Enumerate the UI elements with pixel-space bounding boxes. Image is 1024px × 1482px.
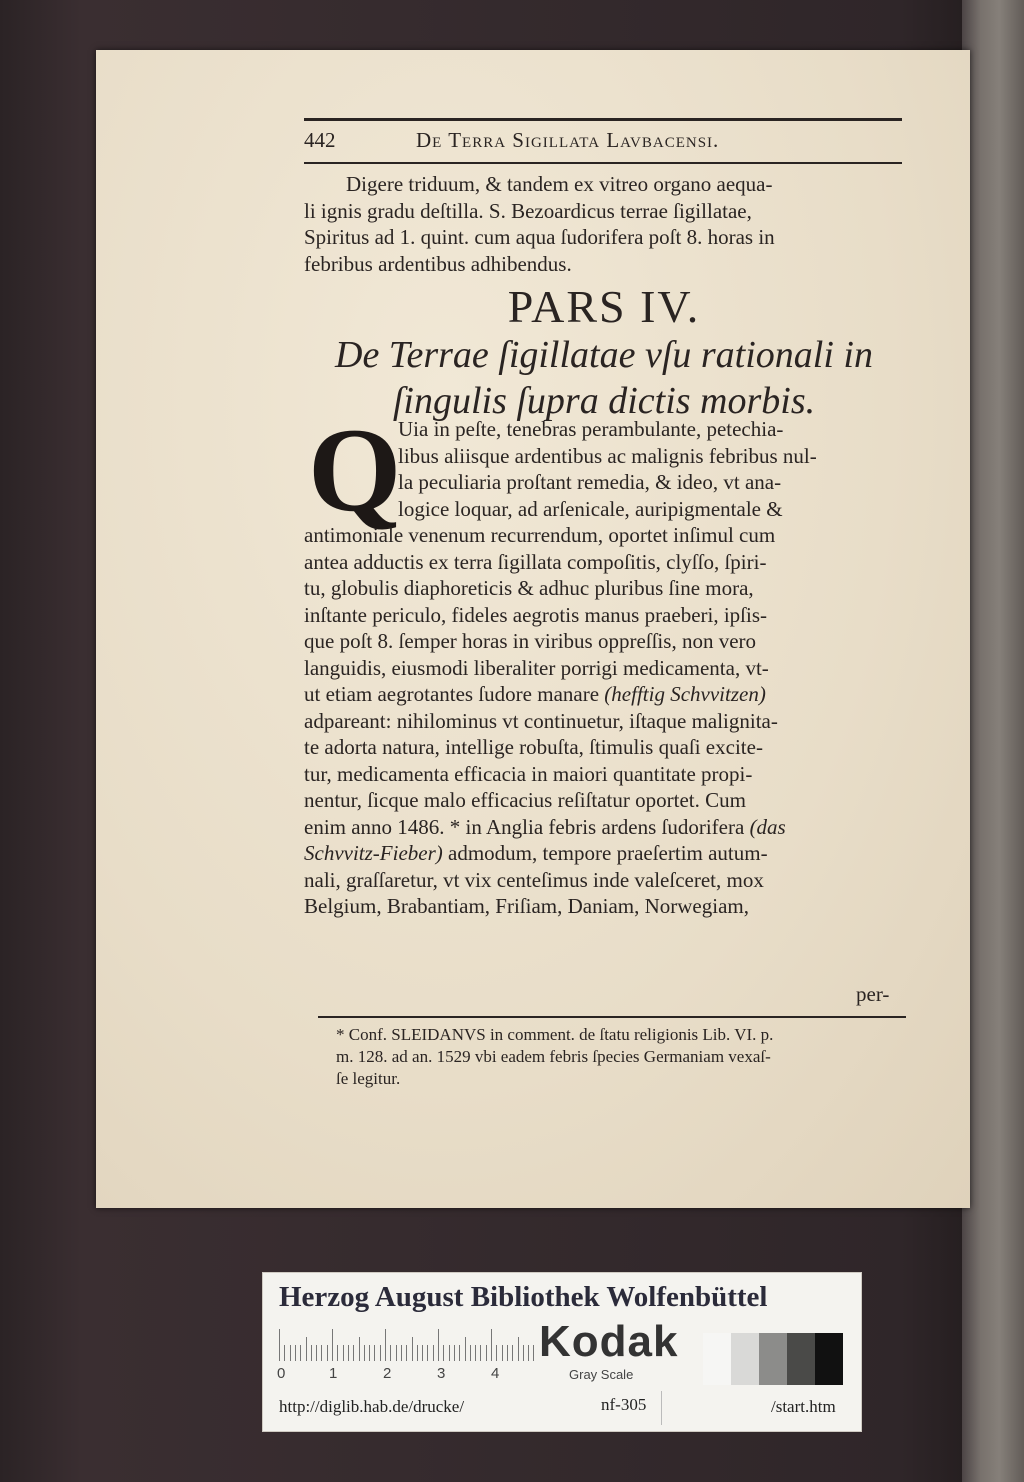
gray-patch [787, 1333, 815, 1385]
ruler-tick [475, 1345, 476, 1361]
gray-patches [703, 1333, 843, 1385]
ruler-tick [343, 1345, 344, 1361]
gray-patch [759, 1333, 787, 1385]
text-line: Digere triduum, & tandem ex vitreo organo aequa- [346, 172, 773, 196]
library-name: Herzog August Bibliothek Wolfenbüttel [279, 1281, 768, 1313]
subtitle-line: ſingulis ſupra dictis morbis. [392, 380, 816, 422]
ruler-tick [443, 1345, 444, 1361]
ruler-tick [401, 1345, 402, 1361]
ruler-number: 1 [329, 1365, 338, 1382]
ruler-tick [306, 1337, 307, 1361]
footnote-line: ſe legitur. [336, 1069, 401, 1088]
ruler-tick [348, 1345, 349, 1361]
text-line: nali, graſſaretur, vt vix centeſimus inde valeſceret, mox [304, 867, 764, 892]
ruler-tick [364, 1345, 365, 1361]
text-line: tu, globulis diaphoreticis & adhuc pluribus ſine mora, [304, 576, 754, 600]
ruler-tick [369, 1345, 370, 1361]
drop-cap: Q [308, 403, 402, 536]
italic-gloss: (hefftig Schvvitzen) [604, 682, 766, 706]
page-header [304, 124, 902, 156]
footnote [336, 1024, 908, 1090]
ruler-tick [523, 1345, 524, 1361]
text-line [304, 681, 904, 708]
running-head: De Terra Sigillata Lavbacensi. [416, 128, 720, 152]
ruler-tick [380, 1345, 381, 1361]
ruler-tick [337, 1345, 338, 1361]
ruler-tick [449, 1345, 450, 1361]
intro-paragraph [304, 171, 904, 277]
ruler-tick [321, 1345, 322, 1361]
footnote-line: * Conf. SLEIDANVS in comment. de ſtatu religionis Lib. VI. p. [336, 1025, 774, 1044]
ruler-tick [284, 1345, 285, 1361]
ruler-tick [295, 1345, 296, 1361]
ruler-tick [385, 1329, 386, 1361]
gray-patch [815, 1333, 843, 1385]
text-line [304, 840, 904, 867]
ruler-tick [438, 1329, 439, 1361]
ruler-tick [433, 1345, 434, 1361]
ruler-tick [459, 1345, 460, 1361]
body-paragraph [304, 403, 904, 920]
text-segment: ut etiam aegrotantes ſudore manare [304, 682, 600, 706]
ruler-tick [290, 1345, 291, 1361]
ruler-numbers [277, 1365, 547, 1383]
text-line: nentur, ſicque malo efficacius reſiſtatur oportet. Cum [304, 788, 746, 812]
text-line: la peculiaria proſtant remedia, & ideo, vt ana- [398, 470, 782, 494]
gray-patch [731, 1333, 759, 1385]
catchword: per- [856, 982, 890, 1006]
ruler-tick [396, 1345, 397, 1361]
ruler-tick [496, 1345, 497, 1361]
ruler-tick [512, 1345, 513, 1361]
ruler-tick [533, 1345, 534, 1361]
text-line: antimoniale venenum recurrendum, oportet inſimul cum [304, 523, 776, 547]
gray-scale-label: Gray Scale [569, 1367, 634, 1382]
measurement-ruler [279, 1327, 537, 1361]
ruler-tick [406, 1345, 407, 1361]
text-line: que poſt 8. ſemper horas in viribus oppreſſis, non vero [304, 629, 757, 653]
subtitle-line: De Terrae ſigillatae vſu rationali in [335, 334, 873, 376]
ruler-tick [300, 1345, 301, 1361]
ruler-tick [412, 1337, 413, 1361]
ruler-tick [507, 1345, 508, 1361]
text-line [304, 814, 904, 841]
text-line: Uia in peſte, tenebras perambulante, petechia- [398, 417, 784, 441]
text-segment: enim anno 1486. * in Anglia febris ardens ſudorifera [304, 814, 745, 839]
text-line: Belgium, Brabantiam, Friſiam, Daniam, Norwegiam, [304, 894, 749, 918]
ruler-tick [518, 1337, 519, 1361]
ruler-tick [528, 1345, 529, 1361]
header-rule-top [304, 118, 902, 121]
text-line: antea adductis ex terra ſigillata compoſitis, clyſſo, ſpiri- [304, 549, 767, 574]
text-line: tur, medicamenta efficacia in maiori quantitate propi- [304, 761, 753, 786]
kodak-logo: Kodak [539, 1317, 679, 1366]
book-page [96, 50, 970, 1208]
text-line: logice loquar, ad arſenicale, auripigmentale & [398, 496, 783, 521]
header-rule-bottom [304, 162, 902, 164]
ruler-tick [417, 1345, 418, 1361]
ruler-tick [390, 1345, 391, 1361]
text-line: libus aliisque ardentibus ac malignis febribus nul- [398, 443, 817, 468]
ruler-tick [311, 1345, 312, 1361]
ruler-number: 0 [277, 1365, 286, 1382]
text-line: inſtante periculo, fideles aegrotis manus praeberi, ipſis- [304, 602, 768, 627]
ruler-number: 3 [437, 1365, 446, 1382]
url-right: /start.htm [771, 1397, 836, 1416]
ruler-tick [470, 1345, 471, 1361]
color-target-strip [262, 1272, 862, 1432]
ruler-tick [327, 1345, 328, 1361]
ruler-tick [486, 1345, 487, 1361]
ruler-tick [465, 1337, 466, 1361]
ruler-tick [359, 1337, 360, 1361]
section-title: PARS IV. [507, 281, 701, 332]
url-left: http://diglib.hab.de/drucke/ [279, 1397, 465, 1416]
text-line: te adorta natura, intellige robuſta, ſtimulis quaſi excite- [304, 735, 763, 759]
ruler-tick [454, 1345, 455, 1361]
gray-patch [703, 1333, 731, 1385]
page-number: 442 [304, 128, 336, 152]
text-line: adpareant: nihilominus vt continuetur, iſtaque malignita- [304, 708, 778, 733]
text-line: Spiritus ad 1. quint. cum aqua ſudorifera poſt 8. horas in [304, 225, 775, 249]
footnote-line: m. 128. ad an. 1529 vbi eadem febris ſpecies Germaniam vexaſ- [336, 1047, 771, 1066]
ruler-tick [316, 1345, 317, 1361]
italic-gloss: (das [749, 814, 786, 839]
ruler-tick [427, 1345, 428, 1361]
ruler-number: 2 [383, 1365, 392, 1382]
ruler-tick [332, 1329, 333, 1361]
ruler-number: 4 [491, 1365, 500, 1382]
footnote-rule [318, 1016, 906, 1018]
italic-gloss: Schvvitz-Fieber) [304, 841, 443, 865]
shelf-code: nf-305 [601, 1395, 647, 1414]
ruler-tick [279, 1329, 280, 1361]
ruler-tick [353, 1345, 354, 1361]
ruler-tick [502, 1345, 503, 1361]
ruler-tick [422, 1345, 423, 1361]
ruler-tick [374, 1345, 375, 1361]
text-line: languidis, eiusmodi liberaliter porrigi medicamenta, vt- [304, 655, 769, 680]
text-line: febribus ardentibus adhibendus. [304, 251, 572, 276]
strip-divider [661, 1391, 662, 1425]
text-segment: admodum, tempore praeſertim autum- [448, 841, 768, 865]
ruler-tick [491, 1329, 492, 1361]
adjacent-page-edge [962, 0, 1024, 1482]
ruler-tick [480, 1345, 481, 1361]
text-line: li ignis gradu deſtilla. S. Bezoardicus terrae ſigillatae, [304, 198, 752, 223]
